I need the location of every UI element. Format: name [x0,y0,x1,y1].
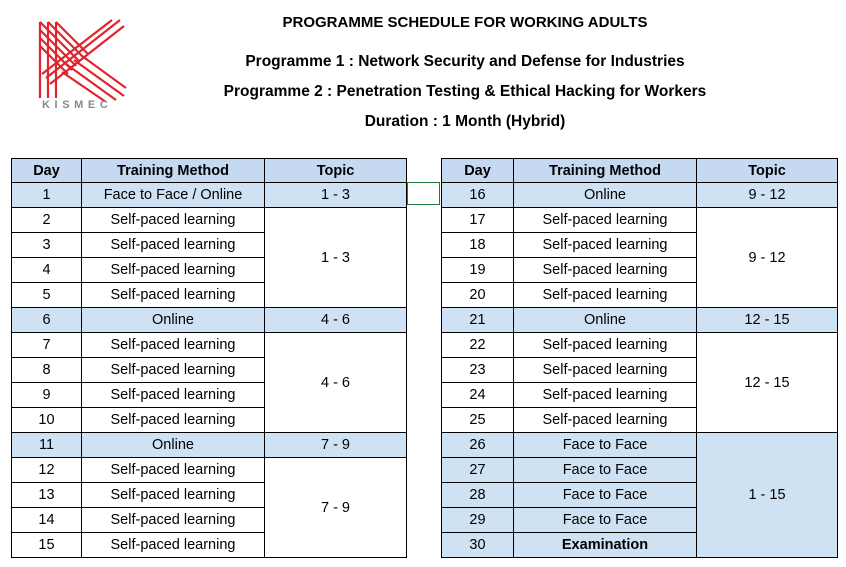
method-cell[interactable]: Face to Face [514,508,697,533]
table-row [12,183,407,208]
table-header-row [442,159,838,183]
page-title: PROGRAMME SCHEDULE FOR WORKING ADULTS [282,14,648,31]
method-cell[interactable]: Self-paced learning [514,258,697,283]
table-row [442,308,838,333]
method-cell[interactable]: Self-paced learning [82,458,265,483]
day-cell[interactable]: 13 [12,483,82,508]
table-row [12,433,407,458]
day-cell[interactable]: 21 [442,308,514,333]
day-cell[interactable]: 28 [442,483,514,508]
method-cell[interactable]: Self-paced learning [82,283,265,308]
duration-label: Duration : 1 Month (Hybrid) [364,113,566,130]
selected-cell-highlight[interactable] [407,182,440,205]
day-cell[interactable]: 14 [12,508,82,533]
programme-2-title: Programme 2 : Penetration Testing & Ethical Hacking for Workers [223,83,707,100]
table-row [12,458,407,483]
method-cell[interactable]: Self-paced learning [82,233,265,258]
method-cell[interactable]: Self-paced learning [514,283,697,308]
method-cell[interactable]: Face to Face [514,433,697,458]
method-cell[interactable]: Self-paced learning [82,258,265,283]
day-cell[interactable]: 6 [12,308,82,333]
day-cell[interactable]: 8 [12,358,82,383]
table-header-row [12,159,407,183]
method-cell[interactable]: Self-paced learning [514,233,697,258]
day-cell[interactable]: 11 [12,433,82,458]
method-cell[interactable]: Online [514,308,697,333]
day-cell[interactable]: 16 [442,183,514,208]
method-cell[interactable]: Self-paced learning [514,358,697,383]
topic-cell[interactable]: 7 - 9 [265,458,407,558]
day-cell[interactable]: 12 [12,458,82,483]
table-row [12,208,407,233]
method-cell[interactable]: Self-paced learning [514,333,697,358]
column-header-training-method: Training Method [514,159,697,183]
day-cell[interactable]: 5 [12,283,82,308]
day-cell[interactable]: 2 [12,208,82,233]
day-cell[interactable]: 9 [12,383,82,408]
logo-text: KISMEC [42,99,113,111]
method-cell[interactable]: Self-paced learning [514,408,697,433]
column-header-topic: Topic [265,159,407,183]
method-cell[interactable]: Self-paced learning [82,383,265,408]
column-header-topic: Topic [697,159,838,183]
day-cell[interactable]: 24 [442,383,514,408]
table-row [12,333,407,358]
topic-cell[interactable]: 1 - 15 [697,433,838,558]
day-cell[interactable]: 15 [12,533,82,558]
day-cell[interactable]: 17 [442,208,514,233]
day-cell[interactable]: 22 [442,333,514,358]
table-row [442,433,838,458]
method-cell[interactable]: Self-paced learning [82,358,265,383]
day-cell[interactable]: 19 [442,258,514,283]
method-cell[interactable]: Online [514,183,697,208]
column-header-day: Day [442,159,514,183]
day-cell[interactable]: 18 [442,233,514,258]
topic-cell[interactable]: 9 - 12 [697,183,838,208]
method-cell[interactable]: Face to Face [514,483,697,508]
table-row [442,333,838,358]
schedule-table-days-16-30 [441,158,838,558]
topic-cell[interactable]: 4 - 6 [265,308,407,333]
method-cell[interactable]: Self-paced learning [82,333,265,358]
table-row [442,183,838,208]
topic-cell[interactable]: 12 - 15 [697,308,838,333]
column-header-training-method: Training Method [82,159,265,183]
method-cell[interactable]: Self-paced learning [514,208,697,233]
topic-cell[interactable]: 4 - 6 [265,333,407,433]
topic-cell[interactable]: 12 - 15 [697,333,838,433]
topic-cell[interactable]: 7 - 9 [265,433,407,458]
method-cell[interactable]: Online [82,433,265,458]
column-header-day: Day [12,159,82,183]
method-cell[interactable]: Self-paced learning [514,383,697,408]
topic-cell[interactable]: 1 - 3 [265,208,407,308]
method-cell[interactable]: Self-paced learning [82,408,265,433]
table-row [442,208,838,233]
day-cell[interactable]: 1 [12,183,82,208]
day-cell[interactable]: 27 [442,458,514,483]
method-cell[interactable]: Self-paced learning [82,208,265,233]
topic-cell[interactable]: 9 - 12 [697,208,838,308]
day-cell[interactable]: 3 [12,233,82,258]
day-cell[interactable]: 26 [442,433,514,458]
method-cell[interactable]: Self-paced learning [82,483,265,508]
day-cell[interactable]: 23 [442,358,514,383]
kismec-logo-icon [36,18,128,102]
method-cell[interactable]: Online [82,308,265,333]
schedule-table-days-1-15 [11,158,407,558]
method-cell[interactable]: Face to Face / Online [82,183,265,208]
table-row [12,308,407,333]
day-cell[interactable]: 20 [442,283,514,308]
day-cell[interactable]: 4 [12,258,82,283]
method-cell[interactable]: Examination [514,533,697,558]
programme-1-title: Programme 1 : Network Security and Defense for Industries [245,53,685,70]
method-cell[interactable]: Face to Face [514,458,697,483]
day-cell[interactable]: 25 [442,408,514,433]
day-cell[interactable]: 10 [12,408,82,433]
method-cell[interactable]: Self-paced learning [82,533,265,558]
day-cell[interactable]: 30 [442,533,514,558]
day-cell[interactable]: 29 [442,508,514,533]
topic-cell[interactable]: 1 - 3 [265,183,407,208]
day-cell[interactable]: 7 [12,333,82,358]
method-cell[interactable]: Self-paced learning [82,508,265,533]
